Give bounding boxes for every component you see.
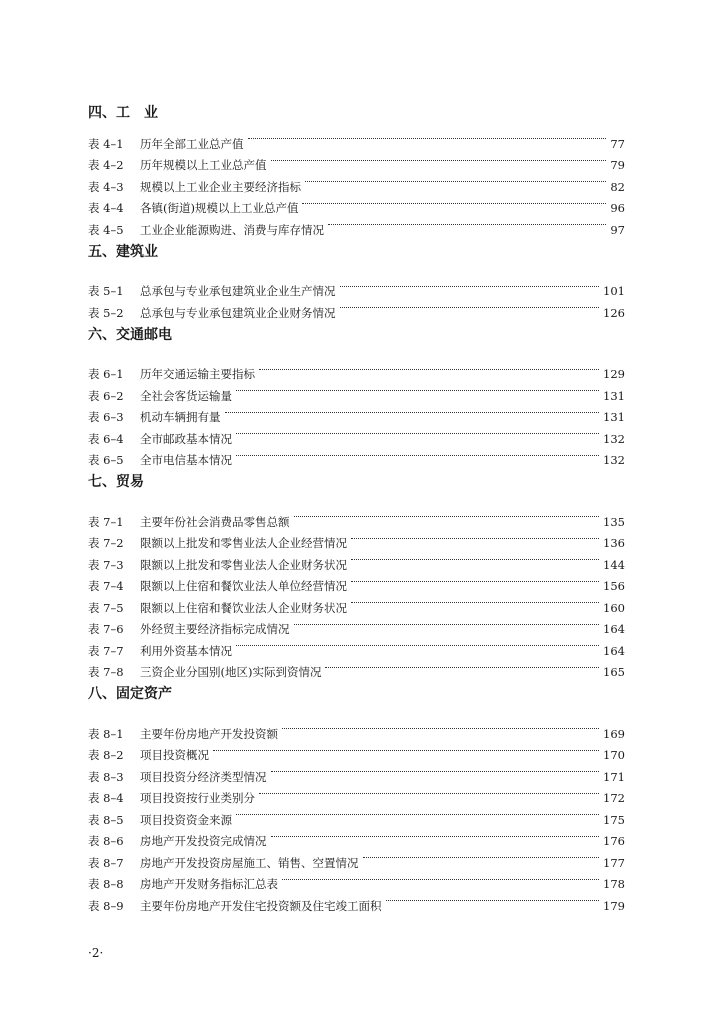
entry-title: 项目投资资金来源 bbox=[140, 812, 232, 827]
dot-leader bbox=[271, 759, 600, 781]
toc-entry[interactable] bbox=[88, 504, 625, 529]
entry-page-number: 171 bbox=[603, 769, 625, 784]
dot-leader bbox=[340, 274, 600, 296]
entry-number: 表 8–4 bbox=[88, 791, 124, 805]
entry-title: 限额以上批发和零售业法人企业财务状况 bbox=[140, 557, 347, 572]
entry-page-number: 82 bbox=[610, 179, 625, 194]
entry-title: 历年全部工业总产值 bbox=[140, 136, 244, 151]
toc-entry[interactable] bbox=[88, 274, 625, 296]
entry-page-number: 96 bbox=[610, 201, 625, 215]
dot-leader bbox=[328, 212, 606, 234]
dot-leader bbox=[213, 738, 599, 760]
entry-number: 表 4–1 bbox=[88, 136, 124, 151]
entry-page-number: 169 bbox=[603, 726, 625, 741]
entry-page-number: 164 bbox=[603, 643, 625, 658]
dot-leader bbox=[351, 547, 599, 569]
entry-page-number: 135 bbox=[603, 514, 625, 529]
entry-page-number: 178 bbox=[603, 877, 625, 891]
section-heading: 四、工 业 bbox=[88, 105, 158, 121]
entry-number: 表 8–1 bbox=[88, 726, 124, 741]
toc-entry[interactable] bbox=[88, 357, 625, 379]
dot-leader bbox=[236, 443, 599, 465]
entry-title: 各镇(街道)规模以上工业总产值 bbox=[140, 201, 299, 215]
entry-title: 外经贸主要经济指标完成情况 bbox=[140, 622, 290, 636]
entry-page-number: 131 bbox=[603, 410, 625, 424]
entry-page-number: 144 bbox=[603, 557, 625, 572]
entry-number: 表 7–2 bbox=[88, 536, 124, 550]
entry-number: 表 7–1 bbox=[88, 514, 124, 529]
entry-title: 主要年份房地产开发住宅投资额及住宅竣工面积 bbox=[140, 898, 382, 913]
entry-page-number: 165 bbox=[603, 665, 625, 679]
entry-number: 表 4–2 bbox=[88, 158, 124, 172]
entry-number: 表 6–2 bbox=[88, 388, 124, 403]
entry-number: 表 7–7 bbox=[88, 643, 124, 658]
toc-section bbox=[88, 684, 625, 913]
entry-number: 表 6–5 bbox=[88, 453, 124, 467]
entry-page-number: 179 bbox=[603, 898, 625, 913]
dot-leader bbox=[282, 716, 599, 738]
dot-leader bbox=[294, 612, 600, 634]
entry-title: 项目投资按行业类别分 bbox=[140, 791, 255, 805]
dot-leader bbox=[305, 169, 606, 191]
dot-leader bbox=[363, 845, 600, 867]
entry-number: 表 6–4 bbox=[88, 431, 124, 446]
entry-title: 规模以上工业企业主要经济指标 bbox=[140, 179, 301, 194]
entry-title: 限额以上住宿和餐饮业法人单位经营情况 bbox=[140, 579, 347, 593]
entry-number: 表 7–5 bbox=[88, 600, 124, 615]
dot-leader bbox=[340, 295, 600, 317]
entry-page-number: 101 bbox=[603, 284, 625, 298]
entry-page-number: 97 bbox=[610, 222, 625, 237]
entry-number: 表 7–6 bbox=[88, 622, 124, 636]
toc-section bbox=[88, 325, 625, 465]
entry-page-number: 136 bbox=[603, 536, 625, 550]
toc-entry[interactable] bbox=[88, 716, 625, 741]
entry-number: 表 6–1 bbox=[88, 367, 124, 381]
entry-page-number: 132 bbox=[603, 431, 625, 446]
entry-number: 表 4–5 bbox=[88, 222, 124, 237]
entry-number: 表 8–2 bbox=[88, 748, 124, 762]
dot-leader bbox=[259, 781, 599, 803]
entry-number: 表 4–4 bbox=[88, 201, 124, 215]
entry-title: 主要年份房地产开发投资额 bbox=[140, 726, 278, 741]
dot-leader bbox=[386, 888, 600, 910]
entry-title: 主要年份社会消费品零售总额 bbox=[140, 514, 290, 529]
entry-title: 全市电信基本情况 bbox=[140, 453, 232, 467]
entry-number: 表 8–6 bbox=[88, 834, 124, 848]
dot-leader bbox=[259, 357, 599, 379]
entry-page-number: 172 bbox=[603, 791, 625, 805]
entry-number: 表 8–8 bbox=[88, 877, 124, 891]
entry-page-number: 160 bbox=[603, 600, 625, 615]
table-of-contents bbox=[88, 103, 625, 918]
toc-section bbox=[88, 103, 625, 237]
entry-page-number: 132 bbox=[603, 453, 625, 467]
entry-page-number: 164 bbox=[603, 622, 625, 636]
entry-number: 表 8–7 bbox=[88, 855, 124, 870]
entry-title: 历年规模以上工业总产值 bbox=[140, 158, 267, 172]
entry-number: 表 7–8 bbox=[88, 665, 124, 679]
dot-leader bbox=[225, 400, 600, 422]
entry-page-number: 176 bbox=[603, 834, 625, 848]
entry-title: 机动车辆拥有量 bbox=[140, 410, 221, 424]
dot-leader bbox=[236, 421, 599, 443]
entry-title: 工业企业能源购进、消费与库存情况 bbox=[140, 222, 324, 237]
entry-page-number: 156 bbox=[603, 579, 625, 593]
section-heading: 七、贸易 bbox=[88, 474, 144, 490]
entry-title: 限额以上住宿和餐饮业法人企业财务状况 bbox=[140, 600, 347, 615]
entry-number: 表 5–1 bbox=[88, 284, 124, 298]
toc-section bbox=[88, 472, 625, 679]
entry-number: 表 8–9 bbox=[88, 898, 124, 913]
dot-leader bbox=[236, 802, 599, 824]
entry-title: 房地产开发投资完成情况 bbox=[140, 834, 267, 848]
dot-leader bbox=[236, 378, 599, 400]
page-number: ·2· bbox=[88, 946, 104, 960]
dot-leader bbox=[351, 590, 599, 612]
entry-number: 表 5–2 bbox=[88, 305, 124, 320]
entry-number: 表 7–3 bbox=[88, 557, 124, 572]
entry-title: 历年交通运输主要指标 bbox=[140, 367, 255, 381]
dot-leader bbox=[325, 655, 599, 677]
section-heading: 六、交通邮电 bbox=[88, 326, 172, 343]
toc-section bbox=[88, 242, 625, 320]
entry-page-number: 126 bbox=[603, 305, 625, 320]
entry-title: 项目投资概况 bbox=[140, 748, 209, 762]
dot-leader bbox=[351, 526, 599, 548]
entry-title: 房地产开发财务指标汇总表 bbox=[140, 877, 278, 891]
entry-title: 利用外资基本情况 bbox=[140, 643, 232, 658]
entry-title: 全社会客货运输量 bbox=[140, 388, 232, 403]
entry-number: 表 4–3 bbox=[88, 179, 124, 194]
entry-title: 项目投资分经济类型情况 bbox=[140, 769, 267, 784]
entry-page-number: 77 bbox=[610, 136, 625, 151]
entry-number: 表 8–3 bbox=[88, 769, 124, 784]
entry-title: 全市邮政基本情况 bbox=[140, 431, 232, 446]
entry-title: 总承包与专业承包建筑业企业生产情况 bbox=[140, 284, 336, 298]
entry-page-number: 131 bbox=[603, 388, 625, 403]
entry-number: 表 8–5 bbox=[88, 812, 124, 827]
dot-leader bbox=[351, 569, 599, 591]
dot-leader bbox=[248, 126, 607, 148]
entry-page-number: 177 bbox=[603, 855, 625, 870]
section-heading: 八、固定资产 bbox=[88, 686, 172, 702]
entry-title: 房地产开发投资房屋施工、销售、空置情况 bbox=[140, 855, 359, 870]
entry-number: 表 7–4 bbox=[88, 579, 124, 593]
dot-leader bbox=[302, 191, 606, 213]
dot-leader bbox=[294, 504, 600, 526]
entry-page-number: 129 bbox=[603, 367, 625, 381]
entry-title: 限额以上批发和零售业法人企业经营情况 bbox=[140, 536, 347, 550]
dot-leader bbox=[271, 824, 600, 846]
section-heading: 五、建筑业 bbox=[88, 243, 158, 260]
dot-leader bbox=[271, 148, 607, 170]
toc-entry[interactable] bbox=[88, 126, 625, 151]
entry-title: 三资企业分国别(地区)实际到资情况 bbox=[140, 665, 322, 679]
entry-page-number: 175 bbox=[603, 812, 625, 827]
dot-leader bbox=[282, 867, 599, 889]
entry-page-number: 79 bbox=[610, 158, 625, 172]
entry-number: 表 6–3 bbox=[88, 410, 124, 424]
entry-page-number: 170 bbox=[603, 748, 625, 762]
dot-leader bbox=[236, 633, 599, 655]
entry-title: 总承包与专业承包建筑业企业财务情况 bbox=[140, 305, 336, 320]
